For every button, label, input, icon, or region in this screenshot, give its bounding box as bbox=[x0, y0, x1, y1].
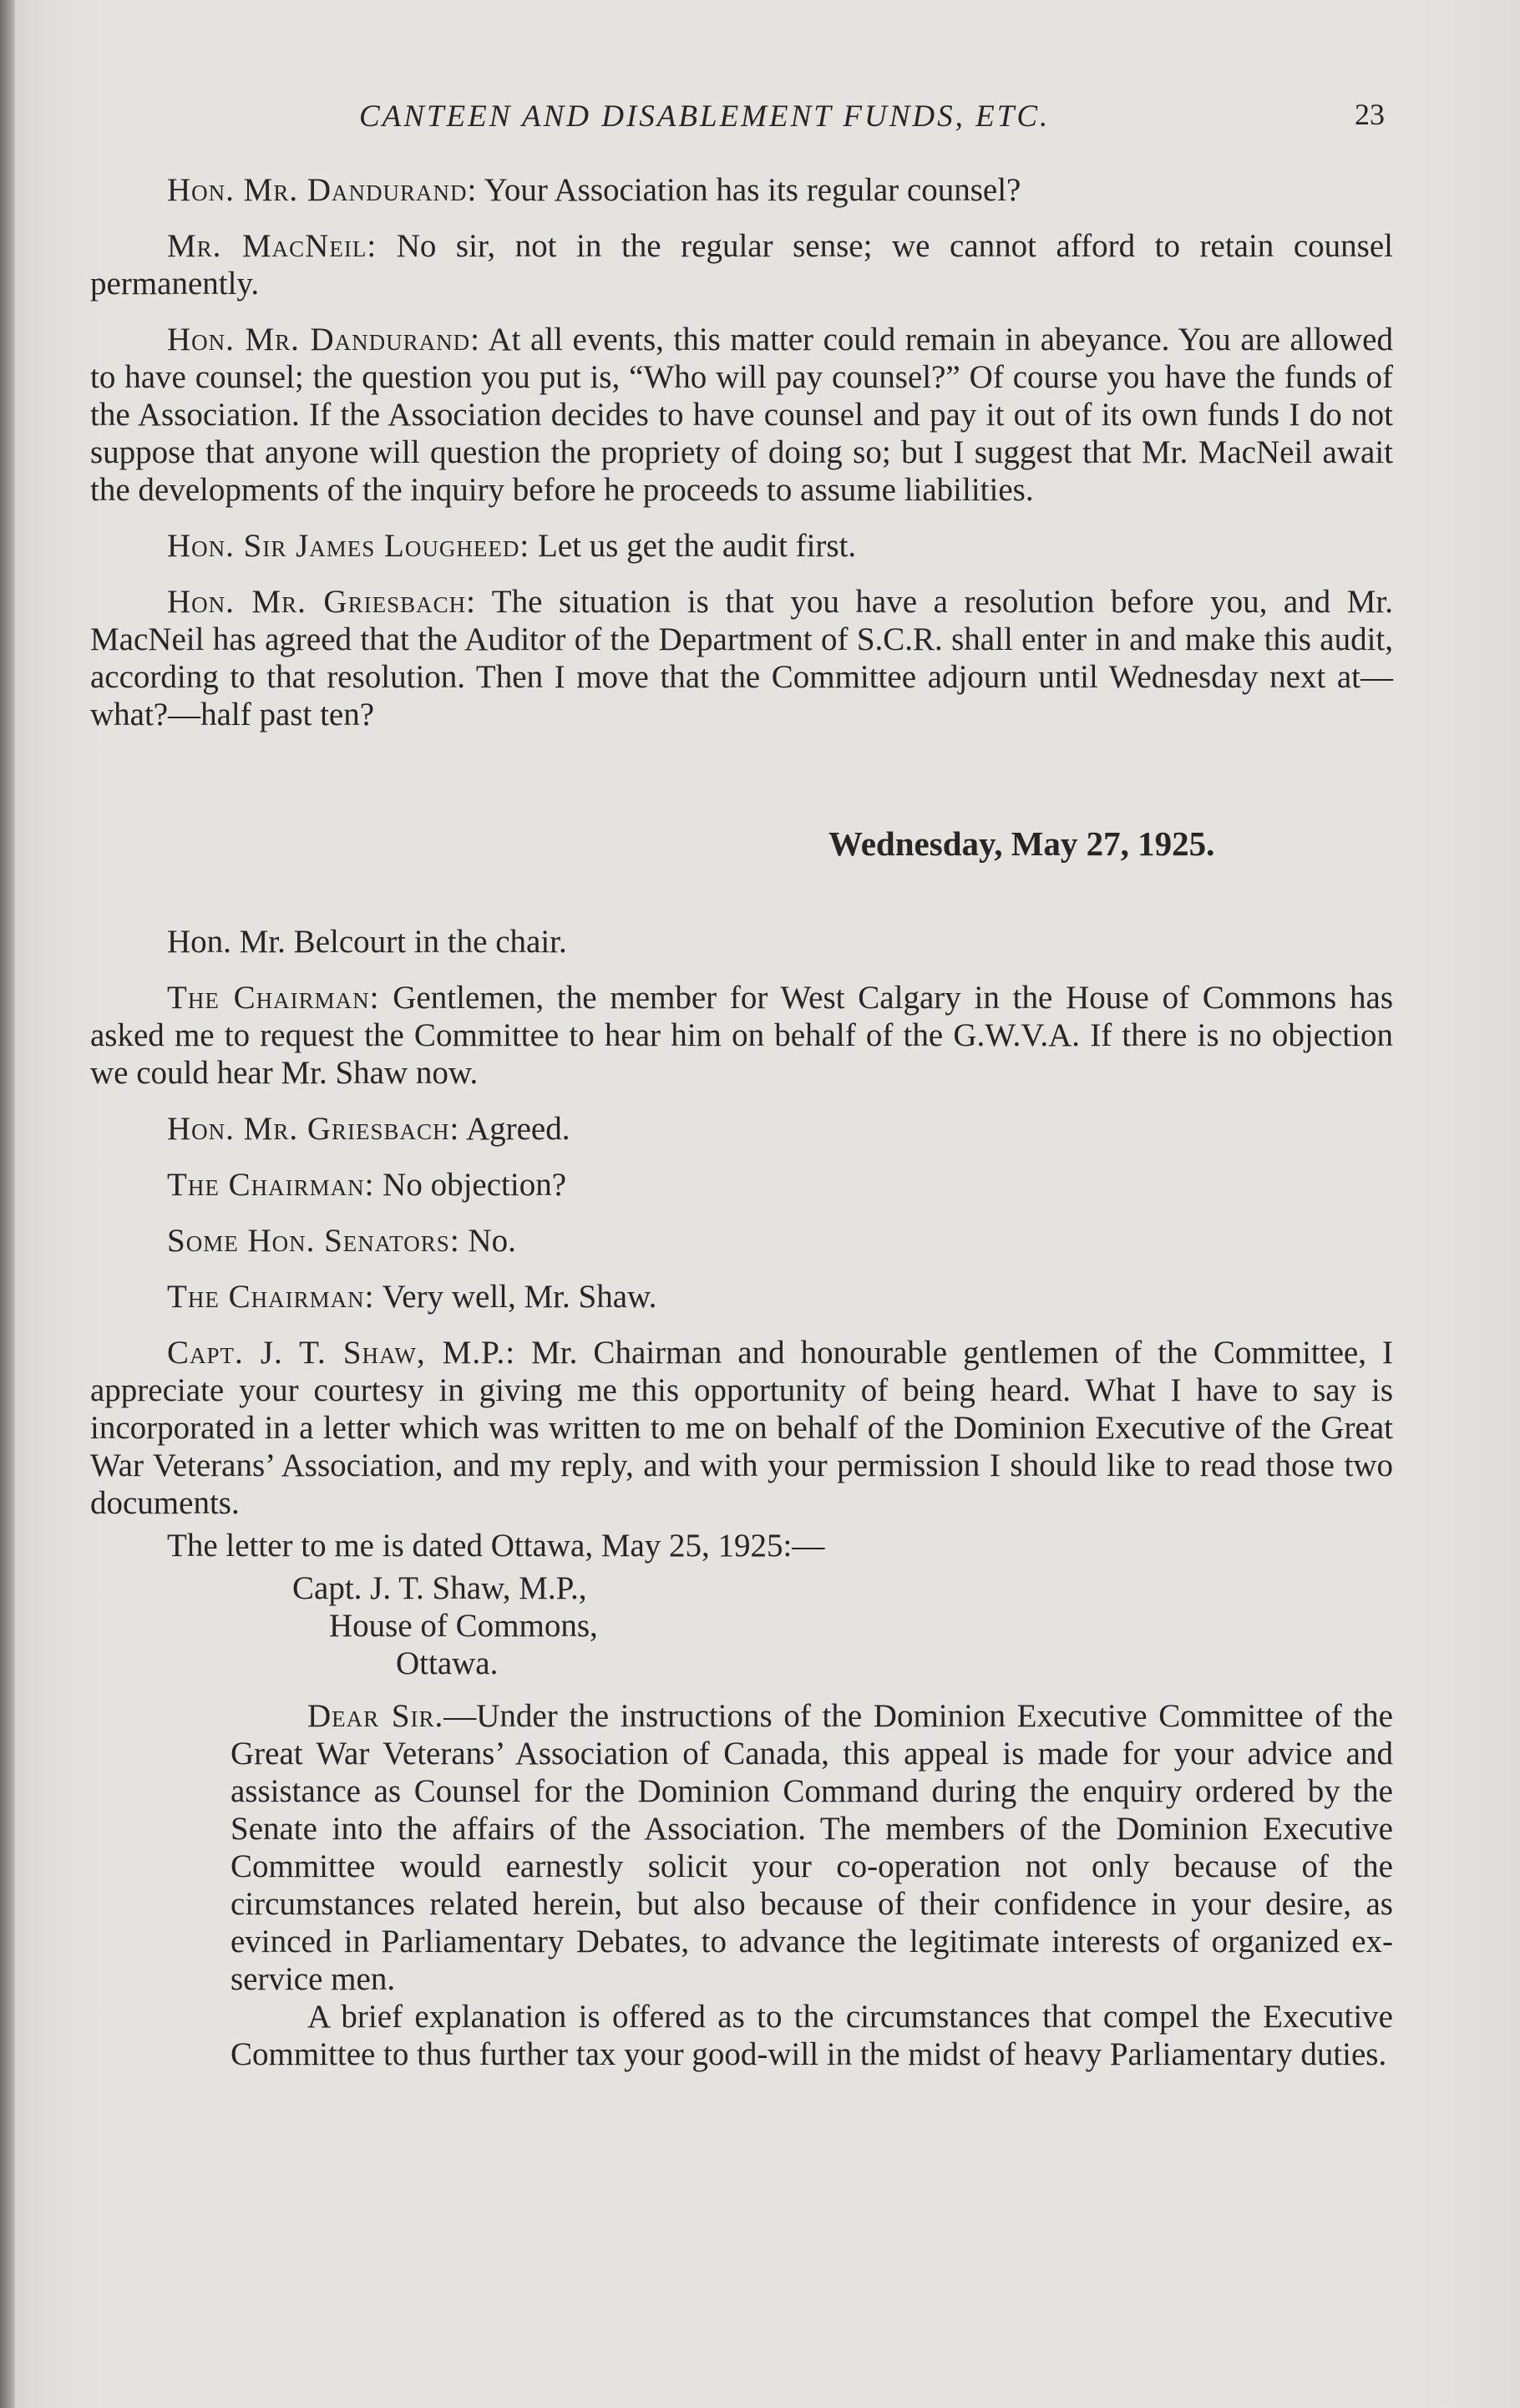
speaker-name: Hon. Sir James Lougheed: bbox=[167, 528, 530, 564]
speech-paragraph bbox=[90, 1278, 1393, 1316]
speech-text: Gentlemen, the member for West Calgary in the House of Commons has asked me to request the Committee to hear him on behalf of the G.W.V.A. If there is no objection we could hear Mr. Shaw now. bbox=[90, 980, 1393, 1091]
speaker-name: Hon. Mr. Dandurand: bbox=[167, 172, 478, 208]
speech-paragraph bbox=[90, 1110, 1393, 1148]
speech-text: No objection? bbox=[374, 1167, 567, 1203]
speaker-name: Capt. J. T. Shaw, M.P.: bbox=[167, 1335, 516, 1371]
speech-text: Your Association has its regular counsel? bbox=[477, 172, 1021, 208]
speech-paragraph bbox=[90, 321, 1393, 509]
letter-text: —Under the instructions of the Dominion Executive Committee of the Great War Veterans’ Association of Canada, this appeal is made for your advice and assistance as Counsel for the Dominion Command during the enquiry ordered by the Senate into the affairs of the Association. The members of the Dominion Executive Committee would earnestly solicit your co-operation not only because of the circumstances related herein, but also because of their confidence in your desire, as evinced in Parliamentary Debates, to advance the legitimate interests of organized ex-service men. bbox=[231, 1698, 1393, 1997]
speech-paragraph bbox=[90, 227, 1393, 302]
speech-paragraph bbox=[90, 171, 1393, 209]
address-line: House of Commons, bbox=[329, 1608, 598, 1644]
speaker-name: The Chairman: bbox=[167, 980, 380, 1016]
speech-text: The situation is that you have a resolution before you, and Mr. MacNeil has agreed that the Auditor of the Department of S.C.R. shall enter in and make this audit, according to that resolution. Then I move that the Committee adjourn until Wednesday next at—what?—half past ten? bbox=[90, 584, 1393, 733]
speech-paragraph bbox=[90, 923, 1393, 961]
speaker-name: The Chairman: bbox=[167, 1279, 375, 1315]
letter-paragraph: A brief explanation is offered as to the circumstances that compel the Executive Committee to thus further tax your good-will in the midst of heavy Parliamentary duties. bbox=[231, 1999, 1393, 2072]
speech-text: No. bbox=[459, 1223, 516, 1259]
page-body bbox=[90, 171, 1393, 2073]
letter-address bbox=[90, 1569, 1393, 1682]
speech-paragraph bbox=[90, 1222, 1393, 1260]
speaker-name: The Chairman: bbox=[167, 1167, 375, 1203]
speech-text: No sir, not in the regular sense; we cannot afford to retain counsel permanently. bbox=[90, 228, 1393, 302]
speaker-name: Mr. MacNeil: bbox=[167, 228, 377, 264]
speech-text: Mr. Chairman and honourable gentlemen of the Committee, I appreciate your courtesy in giving me this opportunity of being heard. What I have to say is incorporated in a letter which was written to me on behalf of the Dominion Executive of the Great War Veterans’ Association, and my reply, and with your permission I should like to read those two documents. bbox=[90, 1335, 1393, 1521]
speaker-name: Hon. Mr. Griesbach: bbox=[167, 584, 476, 620]
running-title: CANTEEN AND DISABLEMENT FUNDS, ETC. bbox=[359, 99, 1051, 134]
letter-intro: The letter to me is dated Ottawa, May 25, 1925:— bbox=[167, 1528, 825, 1564]
letter-body bbox=[90, 1697, 1393, 2073]
speech-text: At all events, this matter could remain in abeyance. You are allowed to have counsel; the question you put is, “Who will pay counsel?” Of course you have the funds of the Association. If the Association decides to have counsel and pay it out of its own funds I do not suppose that anyone will question the propriety of doing so; but I suggest that Mr. MacNeil await the developments of the inquiry before he proceeds to assume liabilities. bbox=[90, 322, 1393, 508]
address-line: Ottawa. bbox=[396, 1645, 499, 1681]
speech-paragraph bbox=[90, 1334, 1393, 1522]
session-date-heading: Wednesday, May 27, 1925. bbox=[828, 824, 1215, 863]
speech-text: Agreed. bbox=[459, 1111, 570, 1147]
speech-paragraph bbox=[90, 1166, 1393, 1204]
letter-salutation: Dear Sir. bbox=[307, 1698, 444, 1734]
speech-text: Very well, Mr. Shaw. bbox=[374, 1279, 657, 1315]
book-spine-shadow bbox=[0, 0, 15, 2408]
address-line: Capt. J. T. Shaw, M.P., bbox=[292, 1570, 587, 1606]
speech-text: Hon. Mr. Belcourt in the chair. bbox=[167, 924, 567, 960]
speech-paragraph bbox=[90, 583, 1393, 733]
letter-paragraph bbox=[231, 1697, 1393, 1998]
speaker-name: Hon. Mr. Griesbach: bbox=[167, 1111, 460, 1147]
page-number: 23 bbox=[1355, 98, 1385, 131]
speech-text: Let us get the audit first. bbox=[529, 528, 857, 564]
speaker-name: Some Hon. Senators: bbox=[167, 1223, 460, 1259]
speech-paragraph bbox=[90, 979, 1393, 1092]
speaker-name: Hon. Mr. Dandurand: bbox=[167, 322, 480, 357]
speech-paragraph bbox=[90, 527, 1393, 565]
